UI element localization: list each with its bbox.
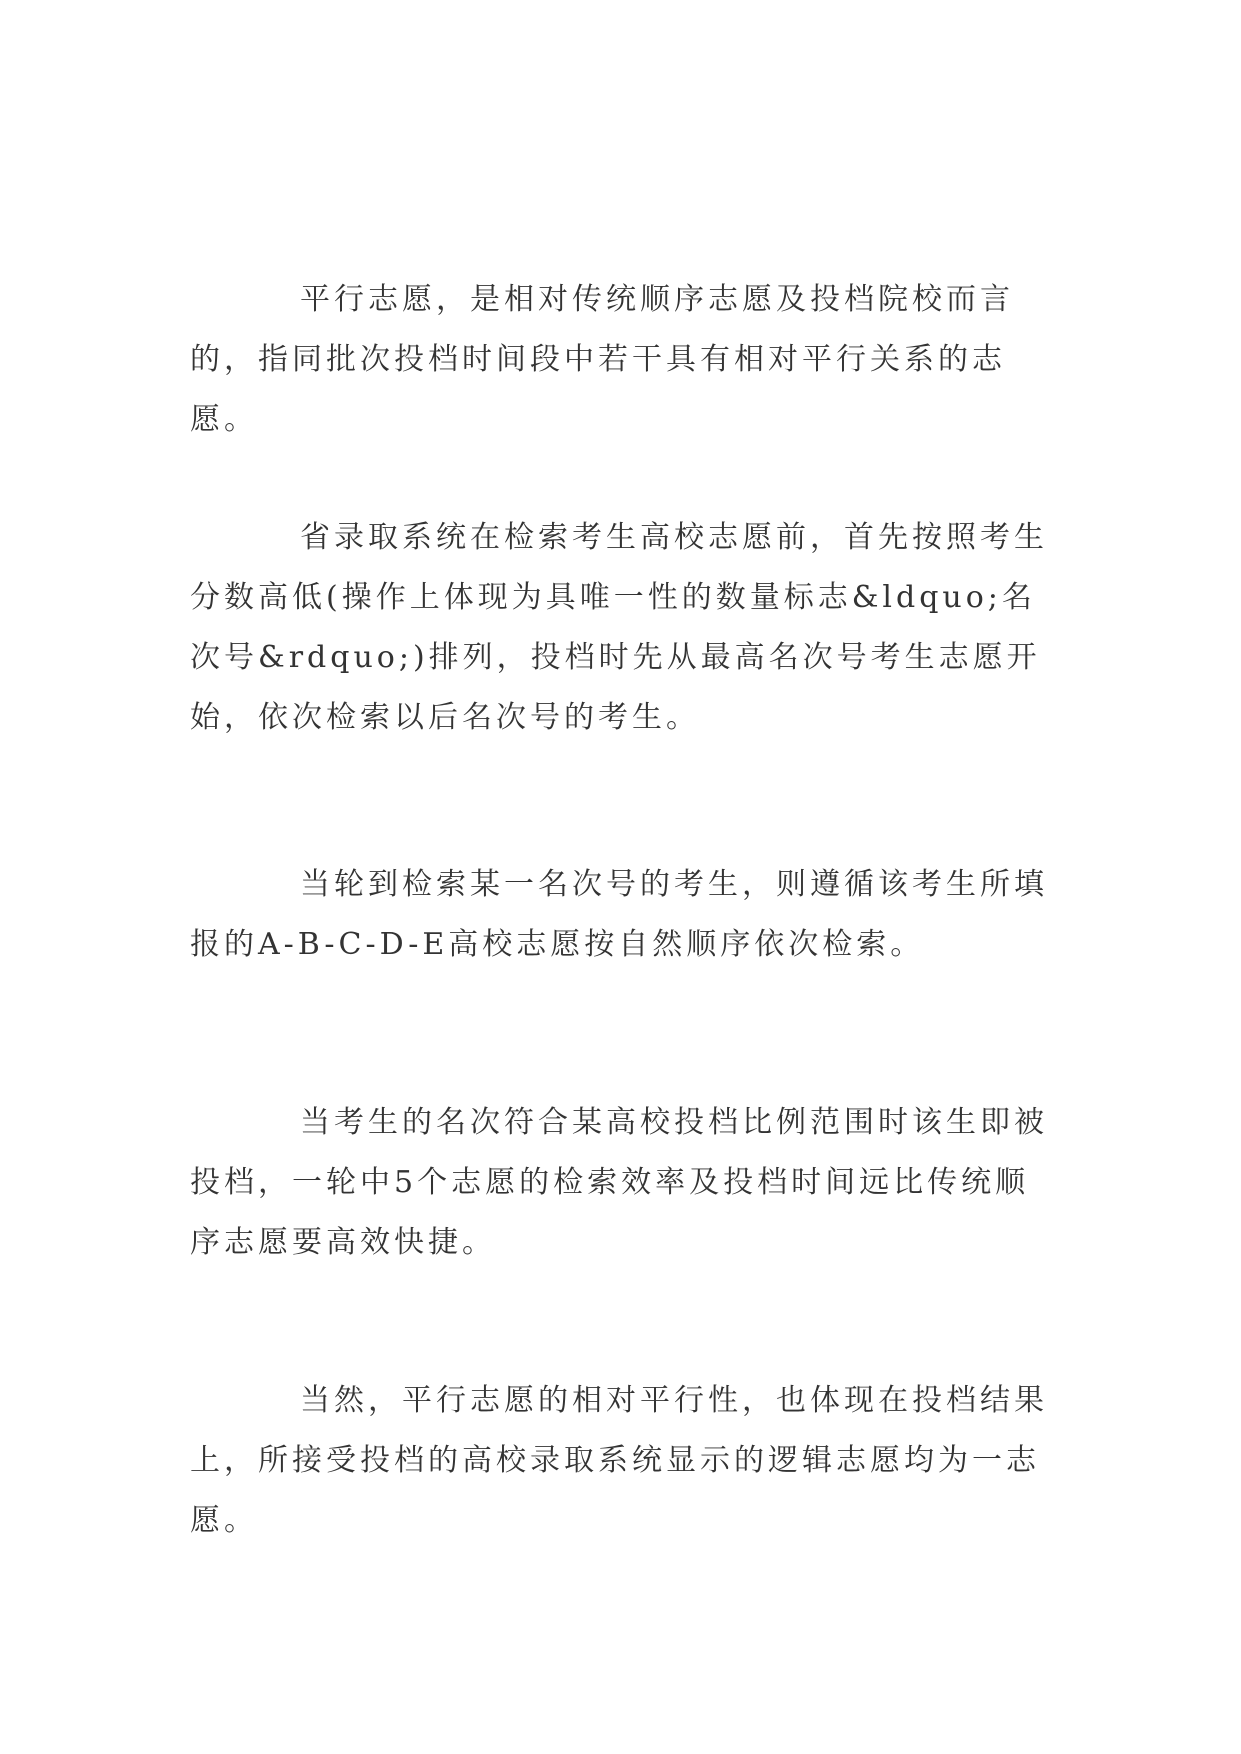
- paragraph-1: 平行志愿，是相对传统顺序志愿及投档院校而言的，指同批次投档时间段中若干具有相对平行关系的志愿。: [190, 282, 1014, 437]
- paragraph-5: 当然，平行志愿的相对平行性，也体现在投档结果上，所接受投档的高校录取系统显示的逻辑志愿均为一志愿。: [190, 1383, 1048, 1538]
- paragraph-2: 省录取系统在检索考生高校志愿前，首先按照考生分数高低(操作上体现为具唯一性的数量标志&ldquo;名次号&rdquo;)排列，投档时先从最高名次号考生志愿开始，依次检索以后名次号的考生。: [190, 520, 1048, 735]
- paragraph-3: 当轮到检索某一名次号的考生，则遵循该考生所填报的A-B-C-D-E高校志愿按自然顺序依次检索。: [190, 867, 1048, 962]
- paragraph-4: 当考生的名次符合某高校投档比例范围时该生即被投档，一轮中5个志愿的检索效率及投档时间远比传统顺序志愿要高效快捷。: [190, 1105, 1048, 1260]
